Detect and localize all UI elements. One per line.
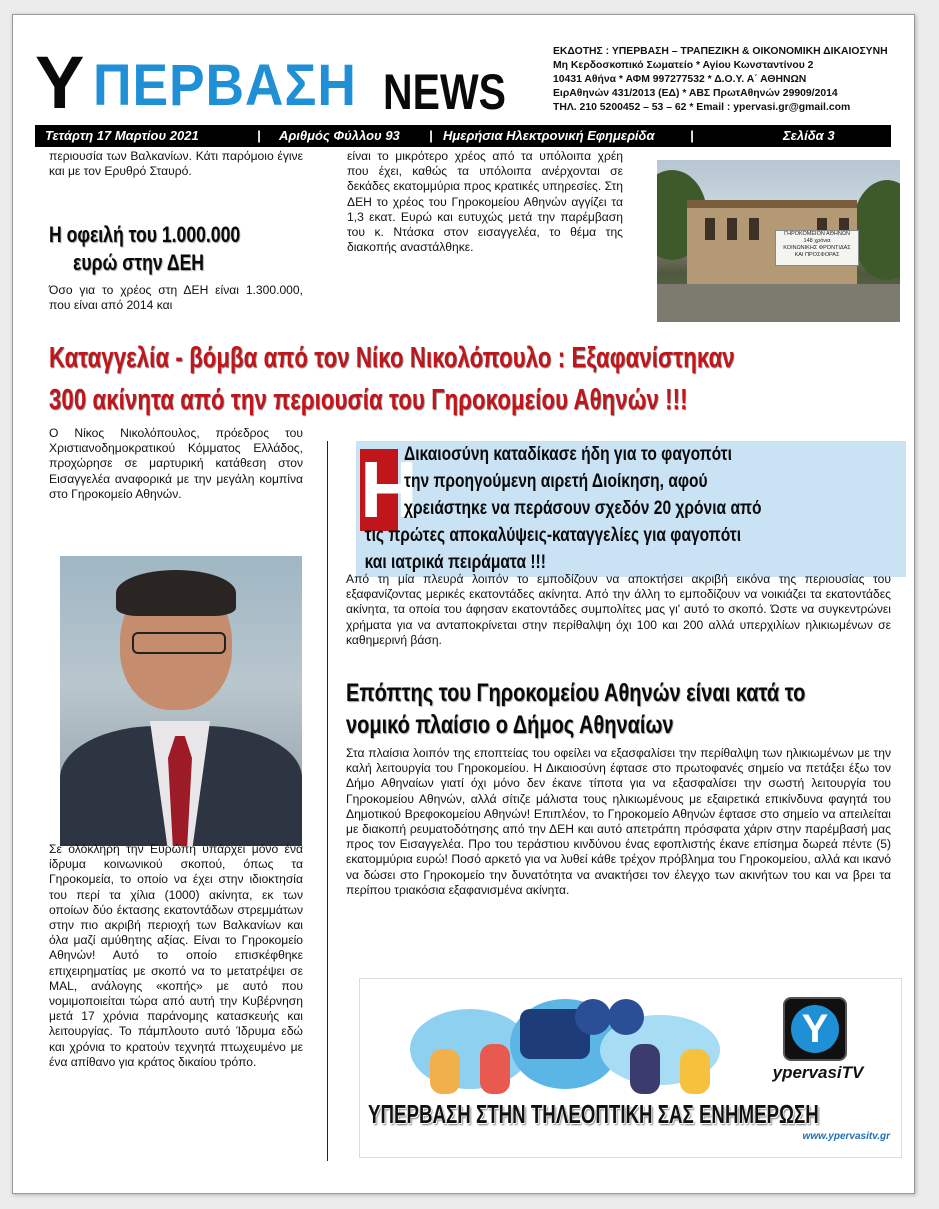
publisher-line: ΤΗΛ. 210 5200452 – 53 – 62 * Email : ypervasi.gr@gmail.com (553, 102, 851, 113)
tv-ad-banner (359, 978, 902, 1158)
left-column-intro: Ο Νίκος Νικολόπουλος, πρόεδρος του Χριστιανοδημοκρατικού Κόμματος Ελλάδος, προχώρησε σε μαρτυρική κατάθεση στον Εισαγγελέα αναφορικά με την μεγάλη κομπίνα στο Γηροκομείο Αθηνών. (49, 426, 303, 501)
logo-news-text: NEWS (383, 64, 506, 120)
left-column-body: Σε ολόκληρη την Ευρώπη υπάρχει μόνο ένα ίδρυμα κοινωνικού σκοπού, όπως τα Γηροκομεία, το οποίο να έχει στην ιδιοκτησία του περί τα χίλια (1000) ακίνητα, εκ των οποίων δύο έκτασης εκατοντάδων στρεμμάτων στην πιο ακριβή περιοχή των Βαλκανίων και όλα μαζί αμύθητης αξίας. Είναι το Γηροκομείο Αθηνών! Αυτό το οποίο επισκέφθηκε επιχειρηματίας με σκοπό να το μετατρέψει σε MAL, ανάλογης «κοπής» με αυτό που νομιμοποιείται τώρα από αυτή την Κυβέρνηση μετά 17 χρόνια παράνομης κατασκευής και λειτουργίας. Το πάμπλουτο αυτό Ίδρυμα εδώ και χρόνια το κρατούν τεχνητά πτωχευμένο με ένα απίθανο για κράτος δικαίου τρόπο. (49, 842, 303, 1069)
portrait-glasses (132, 632, 226, 654)
right-column-para2: Στα πλαίσια λοιπόν της εποπτείας του οφείλει να εξασφαλίσει την περίθαλψη των ηλικιωμένων με την καλή λειτουργία του Γηροκομείου. Η Δικαιοσύνη έφτασε στο πρωτοφανές σημείο να πετάξει έξω τον Δήμο Αθηναίων γιατί όχι μόνο δεν έκανε τίποτα για να εξασφαλίσει την σωστή λειτουργία του Γηροκομείου Αθηνών, αλλά σίτιζε μάλιστα τους ηλικιωμένους με εξαιρετικά επικίνδυνα φαγητά του Δημοτικού Βρεφοκομείου Αθηνών! Επιπλέον, το Γηροκομείο Αθηνών έφτασε στο σημείο να απειλείται με διακοπή ρευματοδότησης από την ΔΕΗ και αυτό απετράπη πρόσφατα χάριν στην παρέμβασή μας προς τον Εισαγγελέα. Προ του τεράστιου κινδύνου ένας εφοπλιστής έκανε επίσημα δωρεά πέντε (5) εκατομμύρια ευρώ! Ποσό αρκετό για να λυθεί κάθε τρέχον πρόβλημα του Γηροκομείου, αλλά και ικανό να δώσει στο Γηροκομείο την δυνατότητα να ανακτήσει τον έλεγχο των ακινήτων του και να βρει τα περίπου τριακόσια εξαφανισμένα ακίνητα. (346, 746, 891, 897)
debt-subhead-line2: ευρώ στην ΔΕΗ (73, 250, 205, 275)
issue-date: Τετάρτη 17 Μαρτίου 2021 (45, 128, 199, 143)
callout-line: και ιατρικά πειράματα !!! (364, 552, 546, 573)
callout-line: την προηγούμενη αιρετή Διοίκηση, αφού (404, 471, 708, 492)
debt-subhead-line1: Η οφειλή του 1.000.000 (49, 222, 241, 247)
top-left-body: Όσο για το χρέος στη ΔΕΗ είναι 1.300.000, που είναι από 2014 και (49, 283, 303, 313)
callout-line: Δικαιοσύνη καταδίκασε ήδη για το φαγοπότι (404, 444, 732, 465)
newspaper-page (12, 14, 915, 1194)
top-left-intro: περιουσία των Βαλκανίων. Κάτι παρόμοιο έγινε και με τον Ερυθρό Σταυρό. (49, 149, 303, 179)
photo-window (749, 218, 759, 240)
publisher-line: ΕΚΔΟΤΗΣ : ΥΠΕΡΒΑΣΗ – ΤΡΑΠΕΖΙΚΗ & ΟΙΚΟΝΟΜΙΚΗ ΔΙΚΑΙΟΣΥΝΗ (553, 46, 888, 57)
sign-line: 148 χρόνια (803, 238, 831, 244)
page-number: Σελίδα 3 (783, 128, 835, 143)
sign-line: ΚΟΙΝΩΝΙΚΗΣ ΦΡΟΝΤΙΔΑΣ (783, 245, 851, 251)
sign-line: ΚΑΙ ΠΡΟΣΦΟΡΑΣ (794, 252, 840, 258)
person-figure (430, 1049, 460, 1094)
callout-dropcap: Η (360, 445, 418, 534)
publisher-line: Μη Κερδοσκοπικό Σωματείο * Αγίου Κωνσταντίνου 2 (553, 60, 814, 71)
tv-name: ypervasiTV (772, 1063, 864, 1082)
sign-line: ΓΗΡΟΚΟΜΕΙΟΝ ΑΘΗΝΩΝ (784, 231, 850, 237)
portrait-hair (116, 570, 236, 616)
person-figure (480, 1044, 510, 1094)
headline-line2: 300 ακίνητα από την περιουσία του Γηροκομείου Αθηνών !!! (49, 384, 688, 416)
callout-box (356, 441, 906, 577)
headline-line1: Καταγγελία - βόμβα από τον Νίκο Νικολόπουλο : Εξαφανίστηκαν (49, 342, 735, 374)
column-divider (327, 441, 328, 1161)
publisher-line: ΕιρΑθηνών 431/2013 (ΕΔ) * ΑΒΣ ΠρωτΑθηνών 29909/2014 (553, 88, 838, 99)
person-figure (630, 1044, 660, 1094)
camera-reel-icon (608, 999, 644, 1035)
photo-road (657, 284, 900, 322)
supervisor-subhead-line1: Επόπτης του Γηροκομείου Αθηνών είναι κατά το (346, 679, 806, 707)
publisher-line: 10431 Αθήνα * ΑΦΜ 997277532 * Δ.Ο.Υ. Α΄ ΑΘΗΝΩΝ (553, 74, 807, 85)
nursing-home-photo (657, 160, 900, 322)
issue-type: Ημερήσια Ηλεκτρονική Εφημερίδα (443, 128, 655, 143)
banner-illustration (370, 989, 750, 1099)
issue-info-bar (35, 125, 891, 147)
photo-sign (775, 230, 859, 266)
supervisor-subhead-line2: νομικό πλαίσιο ο Δήμος Αθηναίων (346, 711, 674, 739)
masthead-logo (35, 41, 506, 124)
photo-window (727, 218, 737, 240)
logo-letter-y: Υ (35, 41, 83, 124)
banner-tagline: ΥΠΕΡΒΑΣΗ ΣΤΗΝ ΤΗΛΕΟΠΤΙΚΗ ΣΑΣ ΕΝΗΜΕΡΩΣΗ (368, 1099, 819, 1129)
callout-line: τις πρώτες αποκαλύψεις-καταγγελίες για φαγοπότι (364, 525, 742, 546)
photo-tree (852, 180, 900, 280)
photo-window (705, 218, 715, 240)
portrait-photo (60, 556, 302, 846)
bar-separator: | (429, 128, 433, 143)
issue-number: Αριθμός Φύλλου 93 (279, 128, 400, 143)
banner-url[interactable]: www.ypervasitv.gr (802, 1131, 890, 1142)
person-figure (680, 1049, 710, 1094)
top-middle-body: είναι το μικρότερο χρέος από τα υπόλοιπα χρέη που έχει, καθώς τα υπόλοιπα ανέρχονται σε δεκάδες εκατομμύρια προς κρατικές υπηρεσίες. Στη ΔΕΗ το χρέος του Γηροκομείου Αθηνών αγγίζει τα 1,3 εκατ. Ευρώ και ευτυχώς μετά την παρέμβαση του κ. Ντάσκα στον εισαγγελέα, το θέμα της διακοπής αναστάλθηκε. (347, 149, 624, 255)
publisher-info (553, 45, 893, 115)
logo-main-text: ΠΕΡΒΑΣΗ (93, 53, 357, 118)
right-column-para1: Από τη μία πλευρά λοιπόν το εμποδίζουν να αποκτήσει ακριβή εικόνα της περιουσίας του εξαφανίζοντας μερικές εκατοντάδες ακίνητα. Από την άλλη το εμποδίζουν να νοικιάζει τα εκατοντάδες ακίνητα, τα οποία του άφησαν εκατοντάδες συμπολίτες μας γι' αυτό το σκοπό. Ώστε να συγκεντρώνει χρήματα για να ανταποκρίνεται στην περίθαλψη όχι 100 και 200 αλλά υπερχιλίων ηλικιωμένων σε καθημερινή βάση. (346, 572, 891, 647)
bar-separator: | (690, 128, 694, 143)
logo-letter: Y (801, 1007, 829, 1051)
callout-text (364, 441, 814, 576)
camera-reel-icon (575, 999, 611, 1035)
callout-line: χρειάστηκε να περάσουν σχεδόν 20 χρόνια από (404, 498, 762, 519)
bar-separator: | (257, 128, 261, 143)
ypervasitv-logo-icon (783, 997, 847, 1061)
main-headline (49, 337, 735, 421)
